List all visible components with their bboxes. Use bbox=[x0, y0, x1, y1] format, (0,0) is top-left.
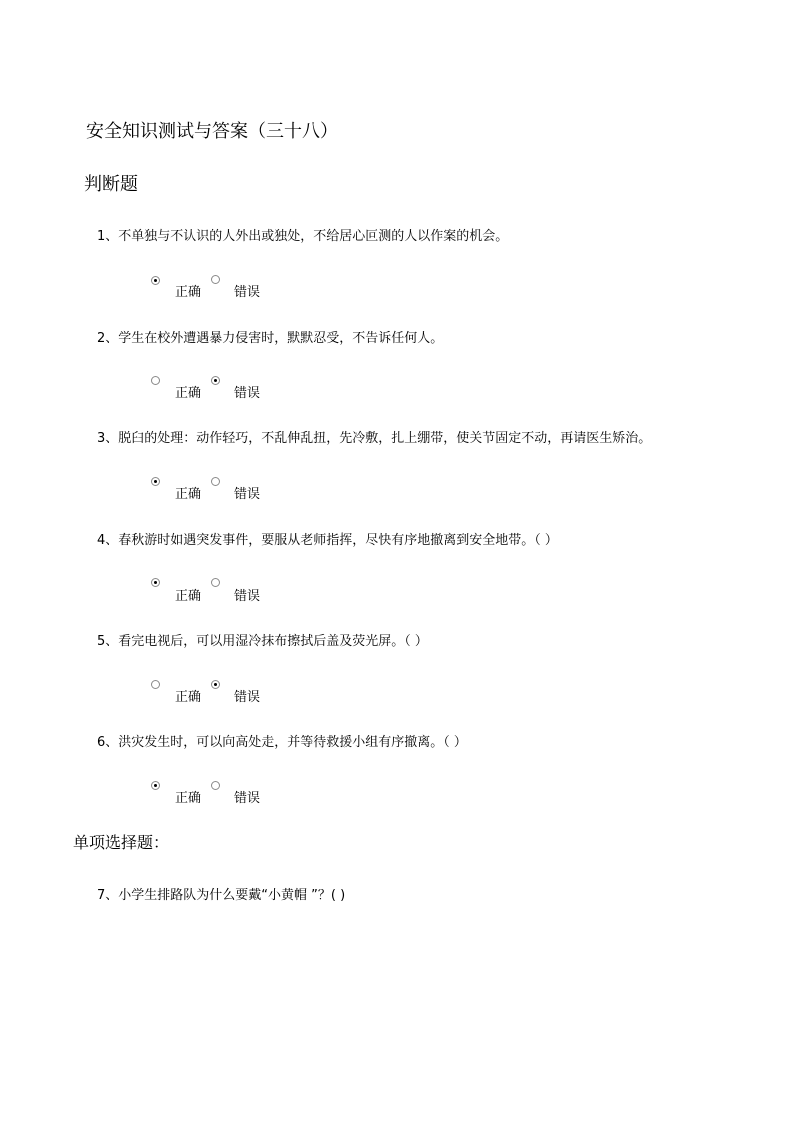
q5-correct-label: 正确 bbox=[175, 690, 202, 705]
q3-correct-radio[interactable] bbox=[151, 477, 160, 486]
q4-wrong-label: 错误 bbox=[234, 589, 261, 604]
q5-wrong-radio[interactable] bbox=[211, 680, 220, 689]
q6-wrong-radio[interactable] bbox=[211, 781, 220, 790]
q5-wrong-label: 错误 bbox=[234, 690, 261, 705]
q1-wrong-radio[interactable] bbox=[211, 275, 220, 284]
q3-correct-label: 正确 bbox=[175, 487, 202, 502]
q6-correct-radio[interactable] bbox=[151, 781, 160, 790]
q2-wrong-radio[interactable] bbox=[211, 376, 220, 385]
question-7-text: 7、小学生排路队为什么要戴“小黄帽 ”？( ) bbox=[97, 888, 346, 903]
section-heading-single-choice: 单项选择题： bbox=[73, 833, 170, 852]
q6-wrong-label: 错误 bbox=[234, 791, 261, 806]
question-6-text: 6、洪灾发生时，可以向高处走，并等待救援小组有序撤离。（ ） bbox=[97, 735, 467, 750]
q4-correct-label: 正确 bbox=[175, 589, 202, 604]
q3-wrong-radio[interactable] bbox=[211, 477, 220, 486]
question-3-text: 3、脱臼的处理：动作轻巧，不乱伸乱扭，先冷敷，扎上绷带，使关节固定不动，再请医生矫治。 bbox=[97, 431, 652, 446]
page-title: 安全知识测试与答案（三十八） bbox=[86, 121, 338, 142]
q6-correct-label: 正确 bbox=[175, 791, 202, 806]
q1-correct-radio[interactable] bbox=[151, 276, 160, 285]
question-2-text: 2、学生在校外遭遇暴力侵害时，默默忍受，不告诉任何人。 bbox=[97, 331, 444, 346]
q1-wrong-label: 错误 bbox=[234, 285, 261, 300]
section-heading-true-false: 判断题 bbox=[84, 174, 138, 195]
q2-correct-radio[interactable] bbox=[151, 376, 160, 385]
q5-correct-radio[interactable] bbox=[151, 680, 160, 689]
q2-correct-label: 正确 bbox=[175, 386, 202, 401]
q2-wrong-label: 错误 bbox=[234, 386, 261, 401]
q3-wrong-label: 错误 bbox=[234, 487, 261, 502]
question-1-text: 1、不单独与不认识的人外出或独处，不给居心叵测的人以作案的机会。 bbox=[97, 229, 509, 244]
question-4-text: 4、春秋游时如遇突发事件，要服从老师指挥，尽快有序地撤离到安全地带。（ ） bbox=[97, 533, 558, 548]
question-5-text: 5、看完电视后，可以用湿冷抹布擦拭后盖及荧光屏。（ ） bbox=[97, 634, 428, 649]
q4-correct-radio[interactable] bbox=[151, 578, 160, 587]
q4-wrong-radio[interactable] bbox=[211, 578, 220, 587]
q1-correct-label: 正确 bbox=[175, 285, 202, 300]
